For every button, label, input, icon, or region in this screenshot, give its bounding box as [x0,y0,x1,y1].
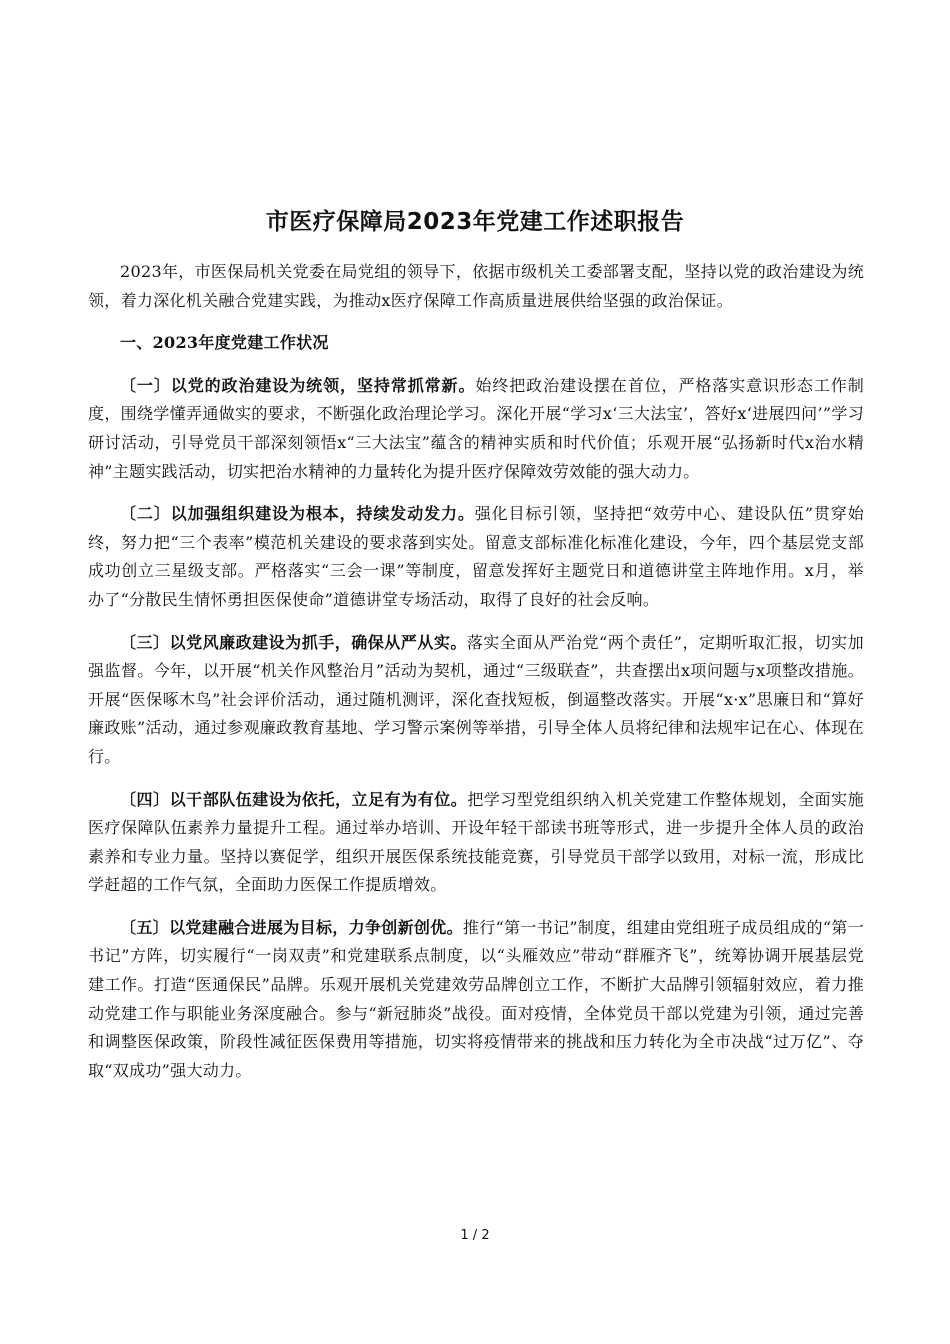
paragraph-text: 落实全面从严治党“两个责任”，定期听取汇报，切实加强监督。今年，以开展“机关作风整治月”活动为契机，通过“三级联查”，共查摆出x项问题与x项整改措施。开展“医保啄木鸟”社会评价活动，通过随机测评，深化查找短板，倒逼整改落实。开展“x·x”思廉日和“算好廉政账”活动，通过参观廉政教育基地、学习警示案例等举措，引导全体人员将纪律和法规牢记在心、体现在行。 [88,632,864,766]
paragraph-text: 始终把政治建设摆在首位，严格落实意识形态工作制度，围绕学懂弄通做实的要求，不断强化政治理论学习。深化开展“学习x‘三大法宝’，答好x‘进展四问’”学习研讨活动，引导党员干部深刻领悟x“三大法宝”蕴含的精神实质和时代价值；乐观开展“弘扬新时代x治水精神”主题实践活动，切实把治水精神的力量转化为提升医疗保障效劳效能的强大动力。 [88,375,864,481]
paragraph-lead: 〔二〕以加强组织建设为根本，持续发动发力。 [120,504,475,524]
paragraph-lead: 〔三〕以党风廉政建设为抓手，确保从严从实。 [120,632,467,652]
paragraph-2 [88,500,864,614]
section-heading: 一、2023年度党建工作状况 [120,333,329,353]
intro-paragraph: 2023年，市医保局机关党委在局党组的领导下，依据市级机关工委部署支配，坚持以党的政治建设为统领，着力深化机关融合党建实践，为推动x医疗保障工作高质量进展供给坚强的政治保证。 [88,262,864,310]
document-body [88,258,864,1099]
document-title: 市医疗保障局2023年党建工作述职报告 [265,209,685,235]
paragraph-text: 强化目标引领，坚持把“效劳中心、建设队伍”贯穿始终，努力把“三个表率”模范机关建设的要求落到实处。留意支部标准化标准化建设，今年，四个基层党支部成功创立三星级支部。严格落实“三会一课”等制度，留意发挥好主题党日和道德讲堂主阵地作用。x月，举办了“分散民生情怀勇担医保使命”道德讲堂专场活动，取得了良好的社会反响。 [88,504,864,609]
paragraph-lead: 〔五〕以党建融合进展为目标，力争创新创优。 [120,917,463,937]
paragraph-text: 推行“第一书记”制度，组建由党组班子成员组成的“第一书记”方阵，切实履行“一岗双责”和党建联系点制度，以“头雁效应”带动“群雁齐飞”，统筹协调开展基层党建工作。打造“医通保民”品牌。乐观开展机关党建效劳品牌创立工作，不断扩大品牌引领辐射效应，着力推动党建工作与职能业务深度融合。参与“新冠肺炎”战役。面对疫情，全体党员干部以党建为引领，通过完善和调整医保政策，阶段性减征医保费用等措施，切实将疫情带来的挑战和压力转化为全市决战“过万亿”、夺取“双成功”强大动力。 [88,917,864,1080]
paragraph-4 [88,786,864,900]
paragraph-text: 把学习型党组织纳入机关党建工作整体规划，全面实施医疗保障队伍素养力量提升工程。通过举办培训、开设年轻干部读书班等形式，进一步提升全体人员的政治素养和专业力量。坚持以赛促学，组织开展医保系统技能竞赛，引导党员干部学以致用，对标一流，形成比学赶超的工作气氛，全面助力医保工作提质增效。 [88,789,864,895]
paragraph-3 [88,629,864,772]
paragraph-lead: 〔一〕以党的政治建设为统领，坚持常抓常新。 [120,375,476,395]
page-number: 1 / 2 [460,1228,490,1243]
paragraph-lead: 〔四〕以干部队伍建设为依托，立足有为有位。 [120,789,468,809]
paragraph-5 [88,914,864,1086]
paragraph-1 [88,372,864,486]
